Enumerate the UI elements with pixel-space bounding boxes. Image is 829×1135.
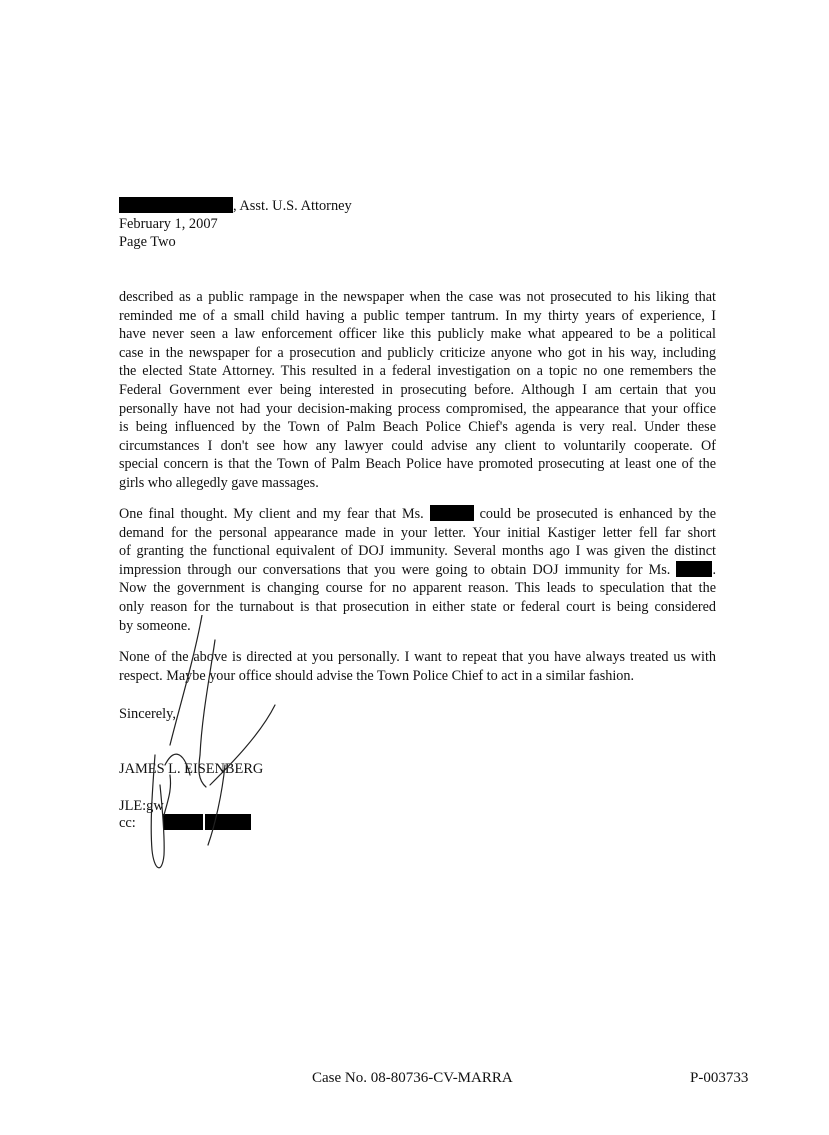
redaction-block (205, 814, 251, 830)
recipient-title: , Asst. U.S. Attorney (233, 198, 352, 214)
paragraph-line: the elected State Attorney. This resulted in a federal investigation on a topic no one remembers the (119, 363, 716, 380)
paragraph-line: only reason for the turnabout is that prosecution in either state or federal court is being considered (119, 598, 716, 615)
paragraph-3 (119, 648, 716, 685)
cc-label: cc: (119, 815, 136, 831)
paragraph-line: personally have not had your decision-making process compromised, the appearance that your office (119, 400, 716, 417)
redaction-block (676, 561, 712, 577)
text-segment: impression through our conversations that you were going to obtain DOJ immunity for Ms. (119, 561, 671, 578)
page-number: Page Two (119, 234, 176, 250)
text-segment: . (712, 561, 716, 578)
redaction-block (430, 505, 474, 521)
paragraph-line: case in the newspaper for a prosecution and publicly criticize anyone who got in his way, including (119, 344, 716, 361)
paragraph-line: described as a public rampage in the newspaper when the case was not prosecuted to his liking that (119, 289, 716, 305)
redaction-block (163, 814, 203, 830)
paragraph-line: respect. Maybe your office should advise the Town Police Chief to act in a similar fashion. (119, 667, 635, 684)
paragraph-line: reminded me of a small child having a public temper tantrum. In my thirty years of experience, I (119, 307, 716, 324)
paragraph-line: by someone. (119, 617, 191, 634)
paragraph-line: have never seen a law enforcement officer like this publicly make what appeared to be a political (119, 326, 716, 343)
redaction-block (119, 197, 233, 213)
paragraph-1 (119, 288, 716, 493)
paragraph-line: girls who allegedly gave massages. (119, 474, 319, 491)
case-number: Case No. 08-80736-CV-MARRA (312, 1070, 513, 1086)
paragraph-line: of granting the functional equivalent of DOJ immunity. Several months ago I was given the distinct (119, 543, 716, 560)
typist-initials: JLE:gw (119, 798, 164, 814)
bates-number: P-003733 (690, 1070, 749, 1086)
cc-line (119, 814, 251, 832)
paragraph-line: is being influenced by the Town of Palm Beach Police Chief's agenda is very real. Under these (119, 419, 716, 436)
closing-salutation: Sincerely, (119, 706, 177, 722)
paragraph-line (119, 561, 716, 580)
text-segment: could be prosecuted is enhanced by the (479, 506, 717, 522)
letter-date: February 1, 2007 (119, 216, 218, 232)
paragraph-2 (119, 505, 716, 635)
paragraph-line: Now the government is changing course for no apparent reason. This leads to speculation that the (119, 580, 716, 597)
paragraph-line: demand for the personal appearance made in your letter. Your initial Kastiger letter fell far short (119, 524, 716, 541)
paragraph-line: Federal Government ever being interested in prosecuting before. Although I am certain that you (119, 381, 716, 398)
recipient-line (119, 197, 352, 215)
paragraph-line (119, 505, 716, 524)
paragraph-line: circumstances I don't see how any lawyer could advise any client to voluntarily cooperate. Of (119, 437, 716, 454)
signer-name: JAMES L. EISENBERG (119, 761, 264, 777)
text-segment: One final thought. My client and my fear that Ms. (119, 506, 424, 522)
paragraph-line: None of the above is directed at you personally. I want to repeat that you have always treated us with (119, 649, 716, 665)
paragraph-line: special concern is that the Town of Palm Beach Police have promoted prosecuting at least one of the (119, 456, 716, 473)
